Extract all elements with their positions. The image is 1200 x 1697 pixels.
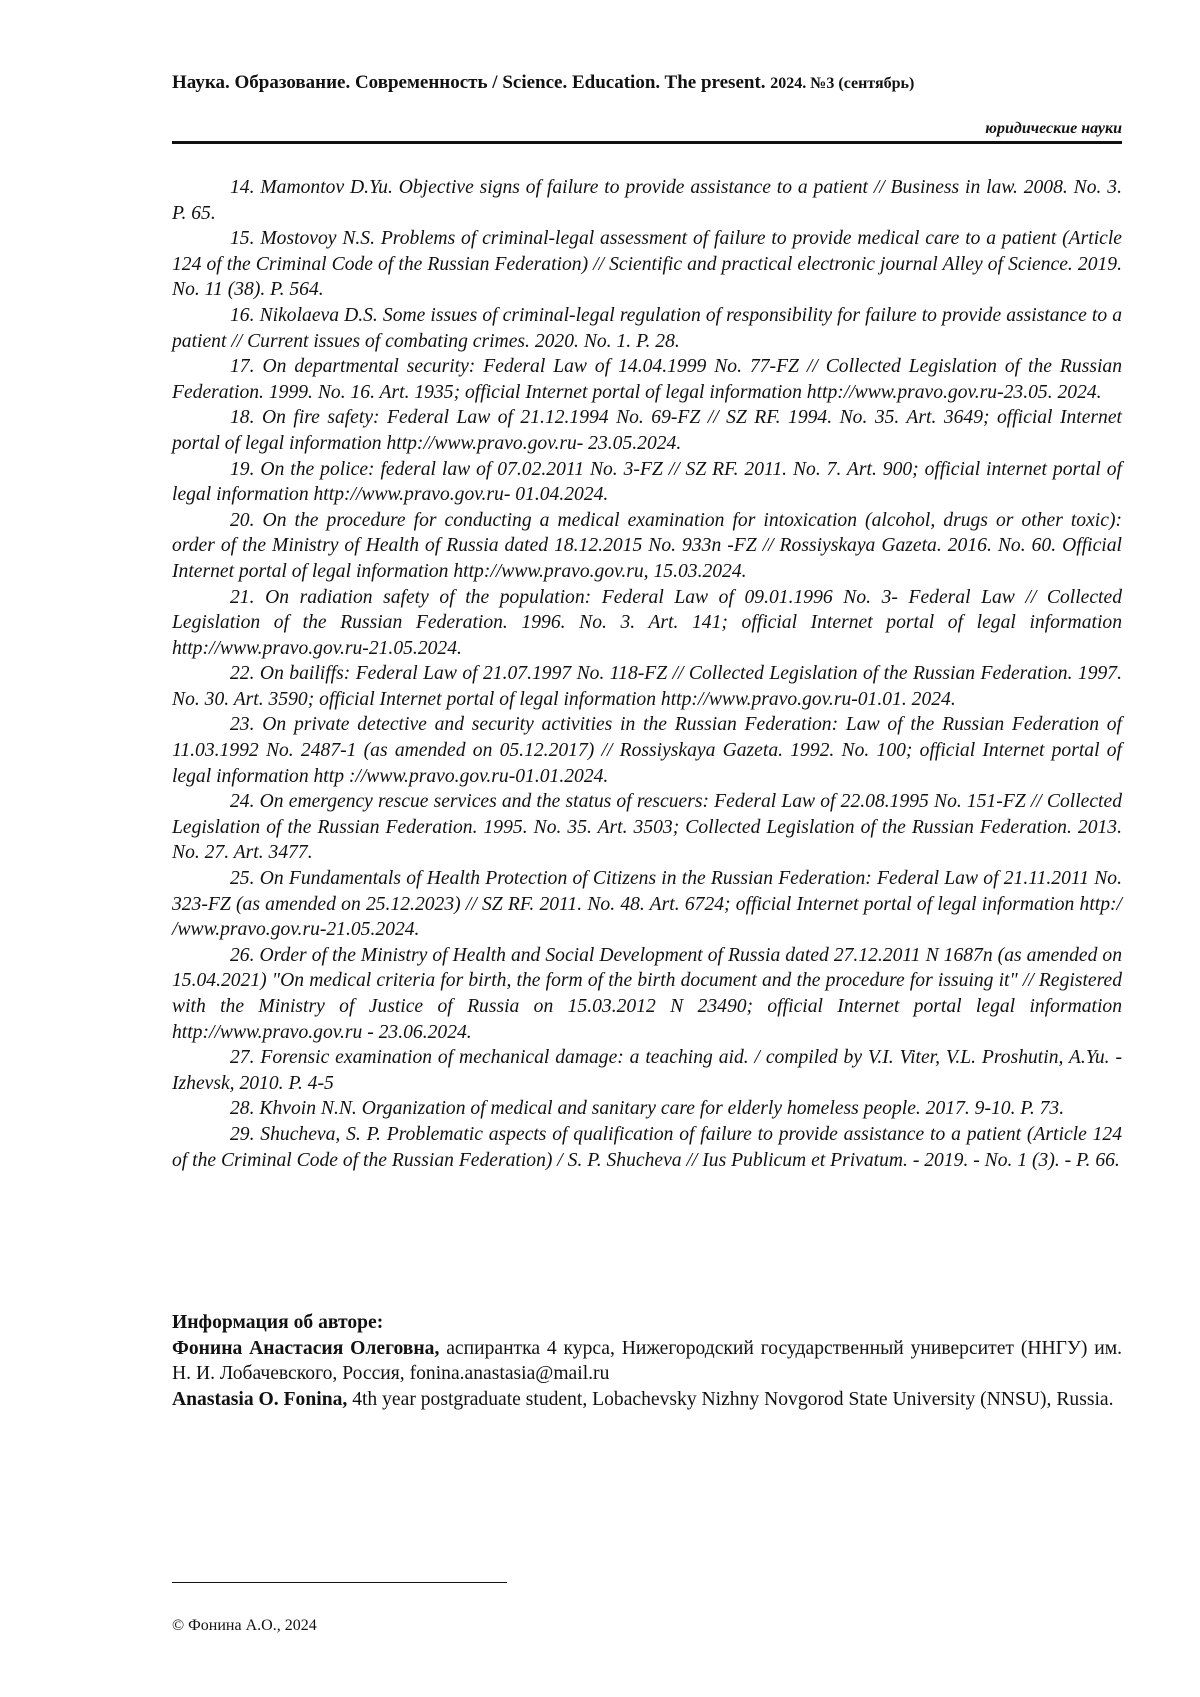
reference-item: 18. On fire safety: Federal Law of 21.12.1994 No. 69-FZ // SZ RF. 1994. No. 35. Art. 3649; official Internet portal of legal information http://www.pravo.gov.ru- 23.05.2024.: [172, 407, 1122, 454]
reference-item: 17. On departmental security: Federal Law of 14.04.1999 No. 77-FZ // Collected Legislation of the Russian Federation. 1999. No. 16. Art. 1935; official Internet portal of legal information http://www.pravo.gov.ru-23.05. 2024.: [172, 356, 1122, 403]
reference-item: 28. Khvoin N.N. Organization of medical and sanitary care for elderly homeless people. 2017. 9-10. P. 73.: [230, 1098, 1065, 1120]
journal-issue: 2024. №3 (сентябрь): [770, 75, 915, 92]
reference-list: [172, 175, 1122, 1173]
reference-item: 26. Order of the Ministry of Health and Social Development of Russia dated 27.12.2011 N 1687n (as amended on 15.04.2021) "On medical criteria for birth, the form of the birth document and the procedure for issuing it" // Registered with the Ministry of Justice of Russia on 15.03.2012 N 23490; official Internet portal legal information http://www.pravo.gov.ru - 23.06.2024.: [172, 944, 1122, 1043]
author-info-heading: Информация об авторе:: [172, 1312, 384, 1333]
reference-item: 24. On emergency rescue services and the status of rescuers: Federal Law of 22.08.1995 No. 151-FZ // Collected Legislation of the Russian Federation. 1995. No. 35. Art. 3503; Collected Legislation of the Russian Federation. 2013. No. 27. Art. 3477.: [172, 791, 1122, 864]
header-divider: [172, 141, 1122, 144]
reference-item: 15. Mostovoy N.S. Problems of criminal-legal assessment of failure to provide medical care to a patient (Article 124 of the Criminal Code of the Russian Federation) // Scientific and practical electronic journal Alley of Science. 2019. No. 11 (38). P. 564.: [172, 228, 1122, 301]
author-name-en: Anastasia O. Fonina,: [172, 1388, 348, 1410]
reference-item: 25. On Fundamentals of Health Protection of Citizens in the Russian Federation: Federal Law of 21.11.2011 No. 323-FZ (as amended on 25.12.2023) // SZ RF. 2011. No. 48. Art. 6724; official Internet portal of legal information http:/ /www.pravo.gov.ru-21.05.2024.: [172, 868, 1122, 941]
journal-header: [172, 72, 1122, 94]
author-details-en: 4th year postgraduate student, Lobachevsky Nizhny Novgorod State University (NNSU), Russia.: [347, 1388, 1114, 1410]
journal-title: Наука. Образование. Современность / Science. Education. The present.: [172, 72, 766, 93]
author-info: [172, 1310, 1122, 1412]
reference-item: 19. On the police: federal law of 07.02.2011 No. 3-FZ // SZ RF. 2011. No. 7. Art. 900; official internet portal of legal information http://www.pravo.gov.ru- 01.04.2024.: [172, 458, 1122, 506]
reference-item: 29. Shucheva, S. P. Problematic aspects of qualification of failure to provide assistance to a patient (Article 124 of the Criminal Code of the Russian Federation) / S. P. Shucheva // Ius Publicum et Privatum. - 2019. - No. 1 (3). - P. 66.: [172, 1123, 1122, 1171]
author-name-ru: Фонина Анастасия Олеговна,: [172, 1337, 440, 1359]
copyright-notice: © Фонина А.О., 2024: [172, 1617, 317, 1634]
author-details-ru: аспирантка 4 курса, Нижегородский государственный университет (ННГУ) им. Н. И. Лобачевского, Россия, fonina.anastasia@mail.ru: [172, 1337, 1122, 1385]
reference-item: 16. Nikolaeva D.S. Some issues of criminal-legal regulation of responsibility for failure to provide assistance to a patient // Current issues of combating crimes. 2020. No. 1. P. 28.: [172, 304, 1122, 352]
author-en: [172, 1387, 1122, 1413]
reference-item: 14. Mamontov D.Yu. Objective signs of failure to provide assistance to a patient // Business in law. 2008. No. 3. P. 65.: [172, 177, 1122, 224]
reference-item: 22. On bailiffs: Federal Law of 21.07.1997 No. 118-FZ // Collected Legislation of the Russian Federation. 1997. No. 30. Art. 3590; official Internet portal of legal information http://www.pravo.gov.ru-01.01. 2024.: [172, 663, 1122, 710]
author-ru: [172, 1336, 1122, 1387]
reference-item: 20. On the procedure for conducting a medical examination for intoxication (alcohol, drugs or other toxic): order of the Ministry of Health of Russia dated 18.12.2015 No. 933n -FZ // Rossiyskaya Gazeta. 2016. No. 60. Official Internet portal of legal information http://www.pravo.gov.ru, 15.03.2024.: [172, 509, 1122, 582]
reference-item: 23. On private detective and security activities in the Russian Federation: Law of the Russian Federation of 11.03.1992 No. 2487-1 (as amended on 05.12.2017) // Rossiyskaya Gazeta. 1992. No. 100; official Internet portal of legal information http ://www.pravo.gov.ru-01.01.2024.: [172, 714, 1122, 787]
reference-item: 27. Forensic examination of mechanical damage: a teaching aid. / compiled by V.I. Viter, V.L. Proshutin, A.Yu. - Izhevsk, 2010. P. 4-5: [172, 1047, 1122, 1094]
reference-item: 21. On radiation safety of the population: Federal Law of 09.01.1996 No. 3- Federal Law // Collected Legislation of the Russian Federation. 1996. No. 3. Art. 141; official Internet portal of legal information http://www.pravo.gov.ru-21.05.2024.: [172, 586, 1122, 659]
section-label: юридические науки: [985, 120, 1122, 137]
footnote-divider: [172, 1582, 507, 1583]
